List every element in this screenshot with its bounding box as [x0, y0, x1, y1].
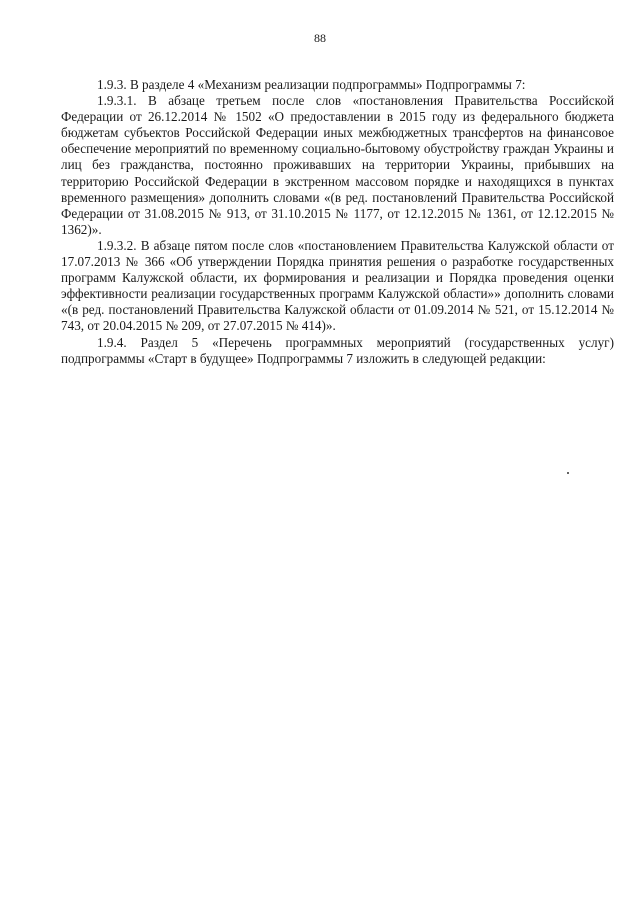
paragraph-1-9-3-1: 1.9.3.1. В абзаце третьем после слов «постановления Правительства Российской Федерации от 26.12.2014 № 1502 «О предоставлении в 2015 году из федерального бюджета бюджетам субъектов Российской Федерации иных межбюджетных трансфертов на финансовое обеспечение мероприятий по временному социально-бытовому обустройству граждан Украины и лиц без гражданства, постоянно проживавших на территории Украины, прибывших на территорию Российской Федерации в экстренном массовом порядке и находящихся в пунктах временного размещения» дополнить словами «(в ред. постановлений Правительства Российской Федерации от 31.08.2015 № 913, от 31.10.2015 № 1177, от 12.12.2015 № 1361, от 12.12.2015 № 1362)».: [61, 93, 614, 237]
paragraph-1-9-3: 1.9.3. В разделе 4 «Механизм реализации подпрограммы» Подпрограммы 7:: [97, 77, 526, 92]
page-number: 88: [314, 31, 326, 45]
paragraph-1-9-3-2: 1.9.3.2. В абзаце пятом после слов «постановлением Правительства Калужской области от 17.07.2013 № 366 «Об утверждении Порядка принятия решения о разработке государственных программ Калужской области, их формирования и реализации и Порядка проведения оценки эффективности реализации государственных программ Калужской области»» дополнить словами «(в ред. постановлений Правительства Калужской области от 01.09.2014 № 521, от 15.12.2014 № 743, от 20.04.2015 № 209, от 27.07.2015 № 414)».: [61, 237, 614, 334]
paragraph-1-9-4: 1.9.4. Раздел 5 «Перечень программных мероприятий (государственных услуг) подпрограммы «Старт в будущее» Подпрограммы 7 изложить в следующей редакции:: [61, 334, 614, 366]
document-body: [61, 77, 614, 367]
scan-speck: [567, 472, 569, 474]
